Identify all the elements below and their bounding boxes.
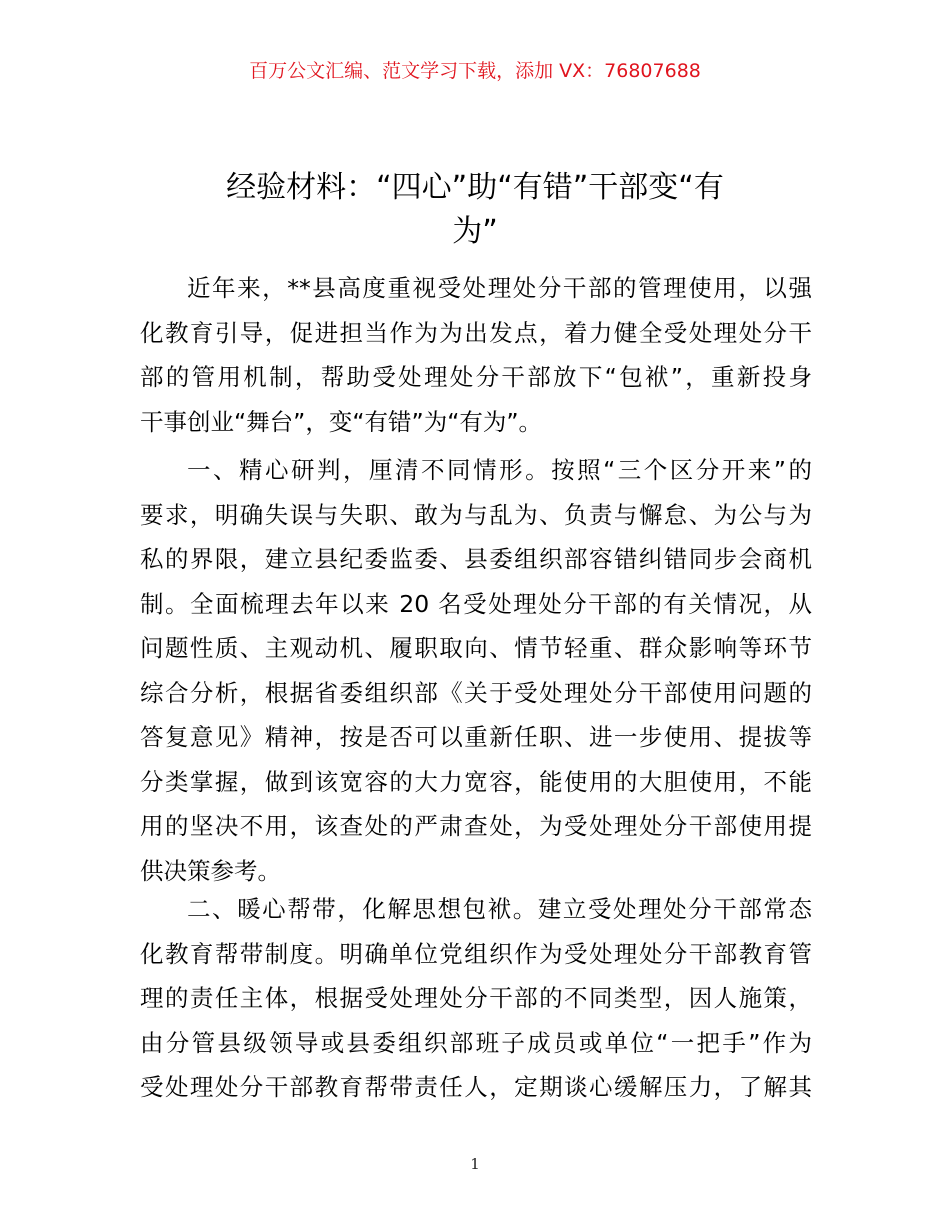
- title-line: 经验材料：“四心”助“有错”干部变“有: [226, 170, 724, 205]
- text-line: 答复意见》精神，按是否可以重新任职、进一步使用、提拔等: [140, 723, 812, 751]
- text-line: 供决策参考。: [140, 856, 281, 885]
- text-line: 用的坚决不用，该查处的严肃查处，为受处理处分干部使用提: [140, 812, 812, 840]
- text-line: 理的责任主体，根据受处理处分干部的不同类型，因人施策，: [140, 984, 812, 1012]
- title-line: 为”: [452, 214, 498, 249]
- paragraph-intro: [140, 266, 812, 444]
- document-title: [140, 166, 810, 254]
- text-line: 化教育帮带制度。明确单位党组织作为受处理处分干部教育管: [140, 939, 812, 968]
- text-line: 制。全面梳理去年以来 20 名受处理处分干部的有关情况，从: [140, 589, 812, 618]
- text-line: 受处理处分干部教育帮带责任人，定期谈心缓解压力，了解其: [140, 1073, 812, 1101]
- text-line: 化教育引导，促进担当作为为出发点，着力健全受处理处分干: [140, 318, 812, 347]
- text-line: 综合分析，根据省委组织部《关于受处理处分干部使用问题的: [140, 678, 812, 707]
- text-line: 分类掌握，做到该宽容的大力宽容，能使用的大胆使用，不能: [140, 767, 812, 796]
- text-line: 要求，明确失误与失职、敢为与乱为、负责与懈怠、为公与为: [140, 500, 812, 529]
- text-line: 一、精心研判，厘清不同情形。按照“三个区分开来”的: [187, 456, 812, 484]
- paragraph-section-1: [140, 448, 812, 893]
- text-line: 私的界限，建立县纪委监委、县委组织部容错纠错同步会商机: [140, 545, 812, 573]
- text-line: 二、暖心帮带，化解思想包袱。建立受处理处分干部常态: [187, 895, 812, 923]
- text-line: 由分管县级领导或县委组织部班子成员或单位“一把手”作为: [140, 1028, 812, 1057]
- header-banner: 百万公文汇编、范文学习下载，添加 VX：76807688: [249, 60, 701, 82]
- paragraph-section-2: [140, 887, 812, 1110]
- text-line: 问题性质、主观动机、履职取向、情节轻重、群众影响等环节: [140, 634, 812, 662]
- page-number: 1: [470, 1155, 480, 1173]
- text-line: 部的管用机制，帮助受处理处分干部放下“包袱”，重新投身: [140, 363, 812, 391]
- text-line: 干事创业“舞台”，变“有错”为“有为”。: [140, 407, 543, 436]
- text-line: 近年来，**县高度重视受处理处分干部的管理使用，以强: [187, 274, 812, 302]
